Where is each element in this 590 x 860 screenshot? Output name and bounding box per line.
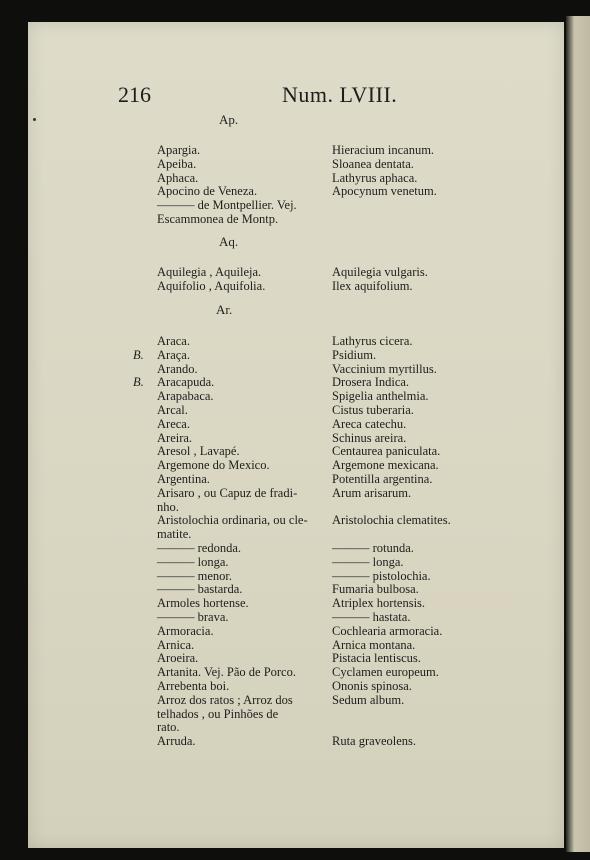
index-entry: [0, 458, 590, 472]
portuguese-name: Armoles hortense.: [157, 596, 249, 611]
latin-name: Fumaria bulbosa.: [332, 582, 419, 597]
latin-name: Centaurea paniculata.: [332, 444, 441, 459]
index-entry: [0, 486, 590, 500]
portuguese-name: Arrebenta boi.: [157, 679, 230, 693]
latin-name: Drosera Indica.: [332, 375, 410, 390]
portuguese-name: ——— brava.: [157, 610, 229, 624]
portuguese-name: nho.: [157, 499, 179, 514]
latin-name: Hieracium incanum.: [332, 143, 435, 157]
index-entry: [0, 265, 590, 279]
portuguese-name: matite.: [157, 527, 192, 542]
page-title: Num. LVIII.: [282, 82, 398, 107]
index-entry: [0, 527, 590, 541]
index-entry: [0, 389, 590, 403]
portuguese-name: Arruda.: [157, 734, 196, 749]
latin-name: Aristolochia clematites.: [332, 513, 451, 528]
portuguese-name: Aresol , Lavapé.: [157, 444, 240, 459]
section-heading: Ar.: [216, 302, 233, 317]
index-entry: [0, 212, 590, 226]
portuguese-name: Areca.: [157, 416, 190, 431]
index-entry: [0, 665, 590, 679]
portuguese-name: Armoracia.: [157, 623, 214, 638]
page-number: 216: [118, 82, 151, 107]
index-entry: [0, 582, 590, 596]
margin-dot: [33, 118, 36, 121]
latin-name: Ilex aquifolium.: [332, 278, 413, 293]
entry-marker: B.: [133, 347, 144, 362]
section-heading: Aq.: [219, 234, 239, 249]
latin-name: Pistacia lentiscus.: [332, 651, 421, 666]
latin-name: Ononis spinosa.: [332, 679, 412, 693]
portuguese-name: ——— longa.: [157, 554, 229, 569]
latin-name: Lathyrus cicera.: [332, 334, 413, 348]
latin-name: Cistus tuberaria.: [332, 403, 414, 417]
index-entry: [0, 610, 590, 624]
portuguese-name: Aracapuda.: [157, 375, 215, 390]
portuguese-name: Apeiba.: [157, 156, 197, 171]
index-entry: [0, 362, 590, 376]
portuguese-name: Argemone do Mexico.: [157, 458, 270, 473]
index-entry: [0, 513, 590, 527]
index-entry: [0, 679, 590, 693]
latin-name: ——— pistolochia.: [332, 568, 431, 583]
index-entry: [0, 541, 590, 555]
index-entry: [0, 734, 590, 748]
latin-name: Vaccinium myrtillus.: [332, 361, 437, 376]
index-entry: [0, 472, 590, 486]
latin-name: Sloanea dentata.: [332, 156, 414, 171]
latin-name: Psidium.: [332, 347, 377, 362]
latin-name: Atriplex hortensis.: [332, 596, 426, 611]
portuguese-name: Arando.: [157, 361, 198, 376]
portuguese-name: Escammonea de Montp.: [157, 212, 279, 226]
latin-name: Arum arisarum.: [332, 485, 412, 500]
latin-name: ——— longa.: [332, 554, 404, 569]
portuguese-name: telhados , ou Pinhões de: [157, 706, 279, 721]
index-entry: [0, 569, 590, 583]
portuguese-name: Areira.: [157, 430, 193, 445]
portuguese-name: Arnica.: [157, 637, 195, 652]
index-entry: [0, 444, 590, 458]
portuguese-name: Argentina.: [157, 472, 210, 486]
portuguese-name: ——— bastarda.: [157, 582, 243, 597]
latin-name: Areca catechu.: [332, 416, 407, 431]
index-entry: [0, 417, 590, 431]
index-entry: [0, 555, 590, 569]
index-entry: [0, 184, 590, 198]
latin-name: Potentilla argentina.: [332, 472, 433, 486]
index-entry: [0, 348, 590, 362]
portuguese-name: Apargia.: [157, 143, 201, 157]
latin-name: Ruta graveolens.: [332, 734, 417, 749]
index-entry: [0, 720, 590, 734]
portuguese-name: Apocino de Veneza.: [157, 184, 258, 199]
index-entry: [0, 596, 590, 610]
portuguese-name: ——— de Montpellier. Vej.: [157, 198, 297, 213]
portuguese-name: Araca.: [157, 334, 190, 348]
latin-name: ——— hastata.: [332, 610, 411, 624]
portuguese-name: Arroz dos ratos ; Arroz dos: [157, 692, 293, 707]
index-entry: [0, 693, 590, 707]
latin-name: Apocynum venetum.: [332, 184, 437, 199]
latin-name: Spigelia anthelmia.: [332, 389, 429, 404]
latin-name: Cyclamen europeum.: [332, 665, 439, 680]
portuguese-name: Artanita. Vej. Pão de Porco.: [157, 665, 296, 680]
section-heading: Ap.: [219, 112, 239, 127]
index-entry: [0, 375, 590, 389]
latin-name: Lathyrus aphaca.: [332, 170, 418, 185]
latin-name: Aquilegia vulgaris.: [332, 265, 428, 279]
portuguese-name: Aphaca.: [157, 170, 199, 185]
index-entry: [0, 198, 590, 212]
index-entry: [0, 279, 590, 293]
index-entry: [0, 500, 590, 514]
portuguese-name: Aquilegia , Aquileja.: [157, 265, 262, 279]
latin-name: Cochlearia armoracia.: [332, 623, 443, 638]
latin-name: Schinus areira.: [332, 430, 407, 445]
index-entry: [0, 707, 590, 721]
portuguese-name: Aroeira.: [157, 651, 199, 666]
index-entry: [0, 403, 590, 417]
index-entry: [0, 143, 590, 157]
latin-name: ——— rotunda.: [332, 541, 414, 555]
index-entry: [0, 624, 590, 638]
portuguese-name: Aristolochia ordinaria, ou cle-: [157, 513, 308, 528]
portuguese-name: Arapabaca.: [157, 389, 214, 404]
portuguese-name: ——— menor.: [157, 568, 232, 583]
portuguese-name: ——— redonda.: [157, 541, 242, 555]
index-entry: [0, 157, 590, 171]
portuguese-name: Arcal.: [157, 403, 188, 417]
portuguese-name: rato.: [157, 720, 180, 735]
index-entry: [0, 638, 590, 652]
index-entry: [0, 334, 590, 348]
portuguese-name: Arisaro , ou Capuz de fradi-: [157, 485, 298, 500]
latin-name: Arnica montana.: [332, 637, 416, 652]
index-entry: [0, 651, 590, 665]
index-entry: [0, 431, 590, 445]
index-entry: [0, 171, 590, 185]
portuguese-name: Araça.: [157, 347, 190, 362]
latin-name: Sedum album.: [332, 692, 405, 707]
portuguese-name: Aquifolio , Aquifolia.: [157, 278, 266, 293]
entry-marker: B.: [133, 375, 144, 390]
latin-name: Argemone mexicana.: [332, 458, 439, 473]
